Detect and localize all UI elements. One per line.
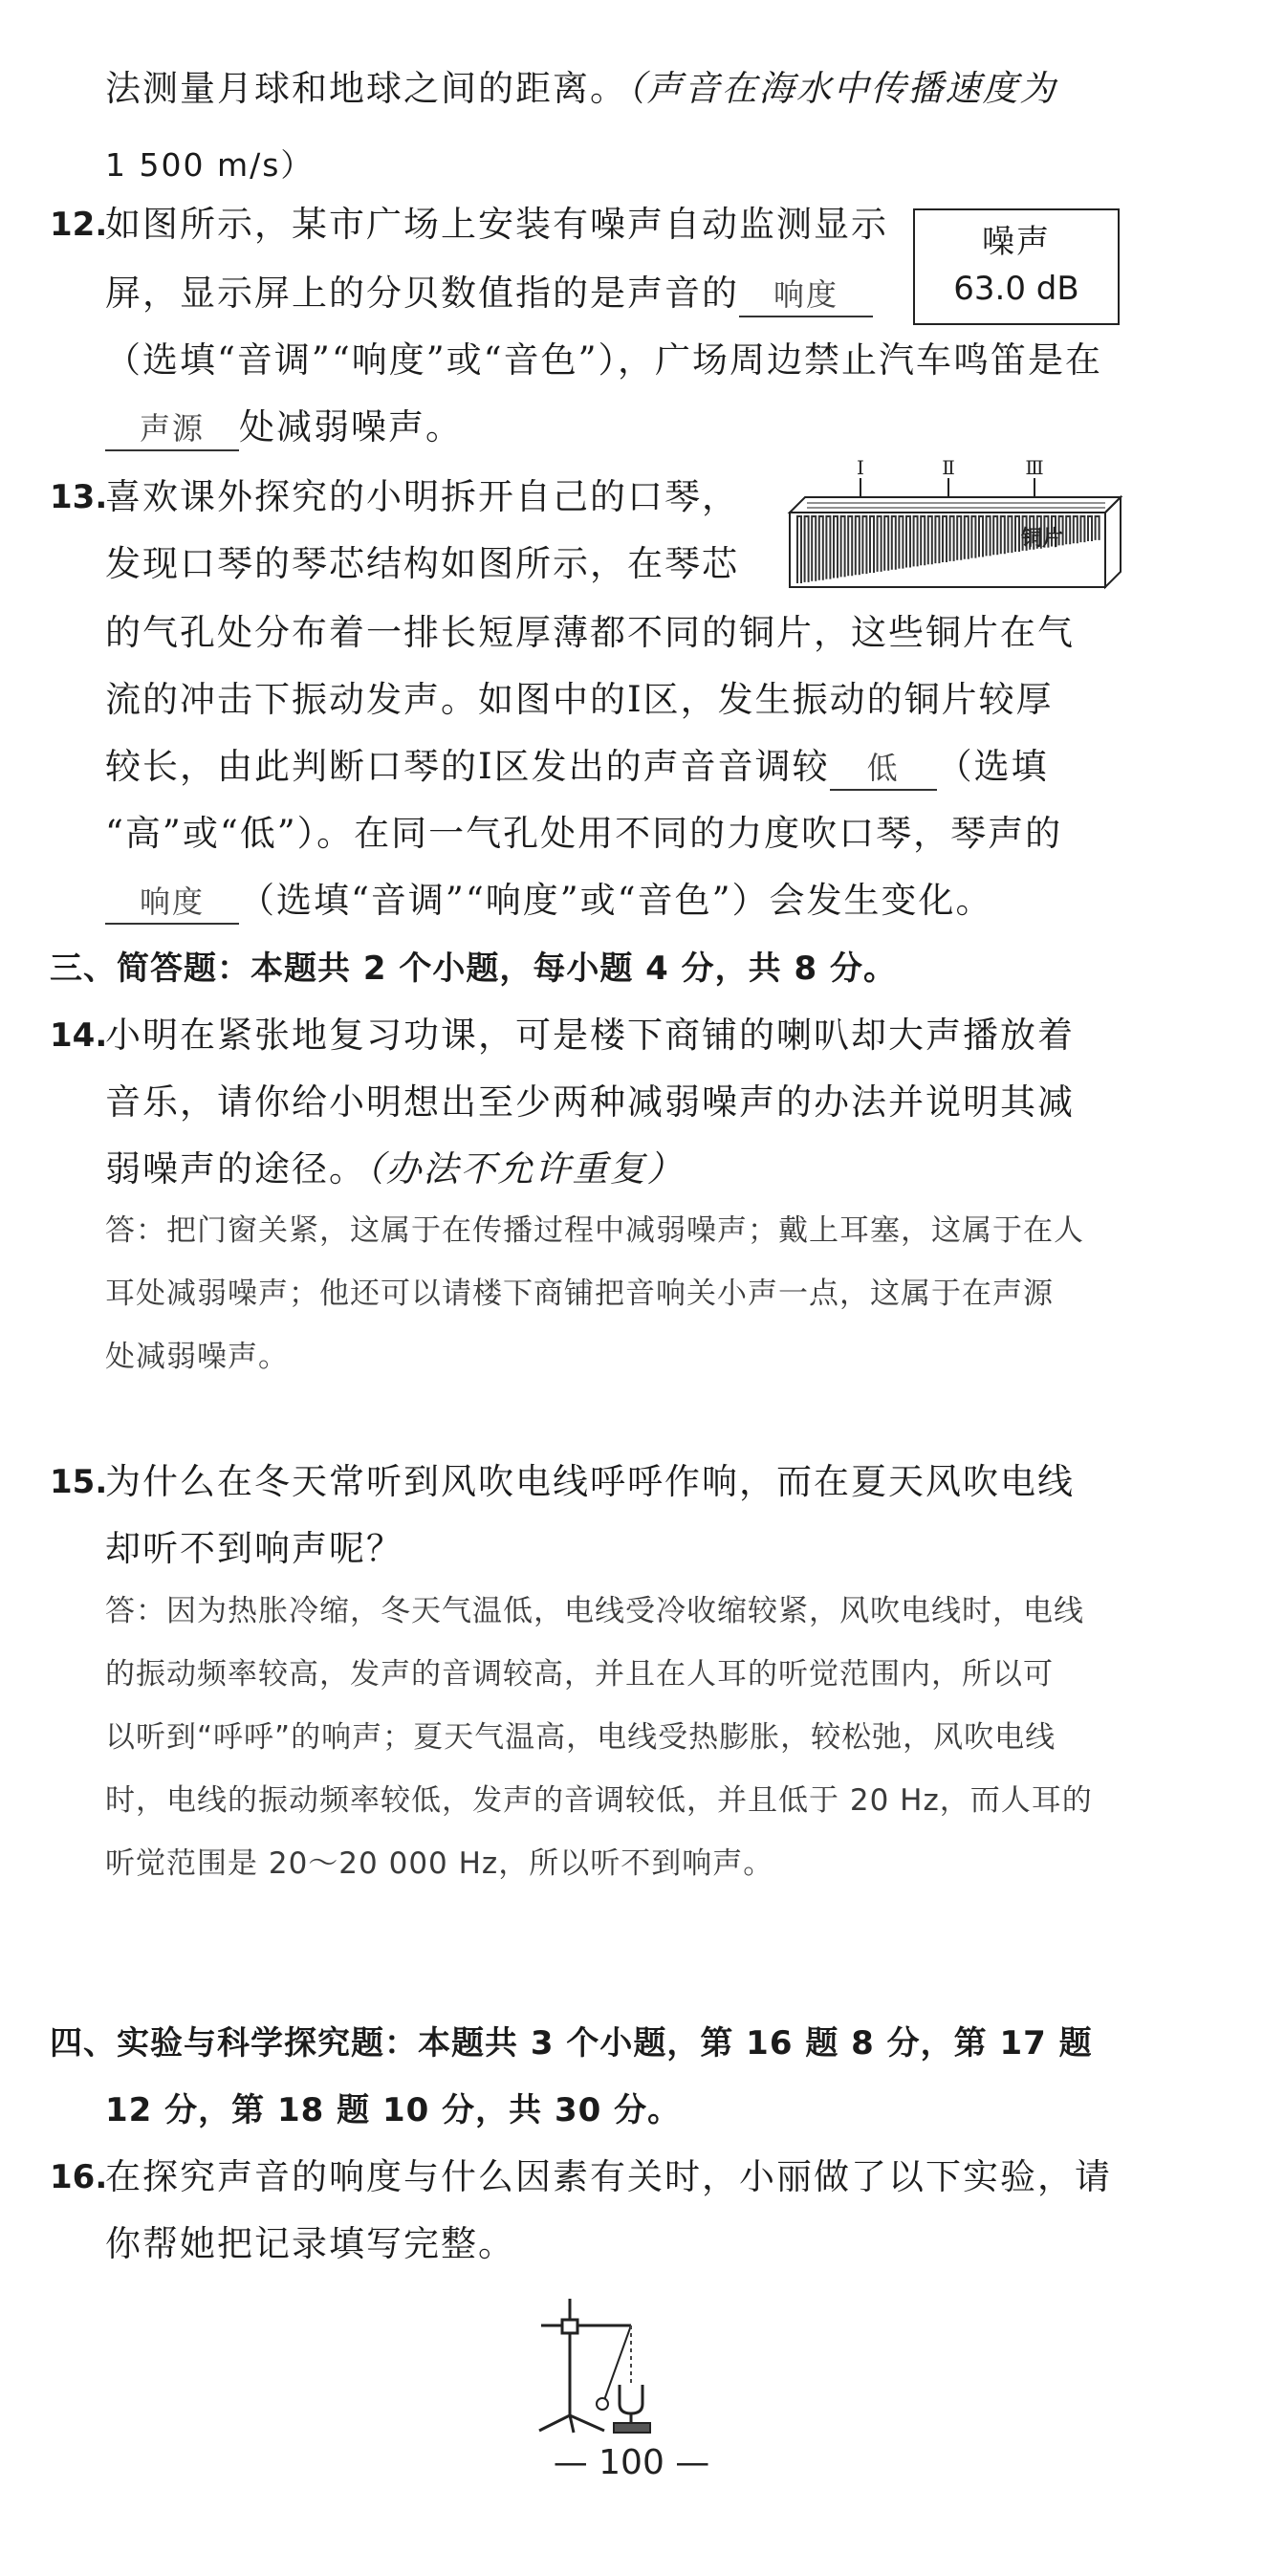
reed-slot — [935, 516, 939, 563]
intro-text: 法测量月球和地球之间的距离。 — [105, 68, 627, 109]
reed-slot — [856, 516, 860, 575]
resonance-box — [614, 2423, 650, 2433]
q12-line-4-text: 处减弱噪声。 — [239, 406, 463, 448]
q13-line-6: “高”或“低”）。在同一气孔处用不同的力度吹口琴，琴声的 — [105, 813, 1063, 854]
reed-slot — [1088, 516, 1092, 541]
q14-line-3-note: （办法不允许重复） — [366, 1148, 685, 1190]
intro-line-1 — [105, 65, 1057, 113]
reed-plate-side — [1105, 497, 1121, 587]
zone-3-label: Ⅲ — [1025, 457, 1044, 479]
ping-pong-ball — [597, 2398, 608, 2410]
reed-slot — [841, 516, 845, 577]
q13-line-7-text: （选填“音调”“响度”或“音色”）会发生变化。 — [239, 880, 993, 921]
reed-slot — [965, 516, 969, 559]
reed-slot — [1066, 516, 1070, 544]
q15-answer-line-4: 时，电线的振动频率较低，发声的音调较低，并且低于 20 Hz，而人耳的 — [105, 1783, 1093, 1818]
reed-slot — [921, 516, 925, 565]
section-4-heading-line-1: 四、实验与科学探究题：本题共 3 个小题，第 16 题 8 分，第 17 题 — [50, 2024, 1093, 2063]
reed-slot — [797, 516, 801, 583]
q12-answer-blank-1: 响度 — [739, 273, 873, 317]
q13-line-3: 的气孔处分布着一排长短厚薄都不同的铜片，这些铜片在气 — [105, 612, 1075, 653]
pendulum-string — [604, 2325, 631, 2400]
reed-slot — [1080, 516, 1084, 542]
q14-line-3 — [105, 1146, 685, 1193]
q14-answer-line-1: 答：把门窗关紧，这属于在传播过程中减弱噪声；戴上耳塞，这属于在人 — [105, 1213, 1084, 1248]
q15-answer-line-3: 以听到“呼呼”的响声；夏天气温高，电线受热膨胀，较松弛，风吹电线 — [105, 1720, 1056, 1755]
reed-slot — [1008, 516, 1012, 553]
q16-line-1: 在探究声音的响度与什么因素有关时，小丽做了以下实验，请 — [105, 2156, 1112, 2197]
reed-slot — [805, 516, 809, 582]
noise-display-title: 噪声 — [982, 223, 1051, 261]
q13-line-1: 喜欢课外探究的小明拆开自己的口琴， — [105, 476, 739, 517]
reed-slot — [848, 516, 852, 576]
section-3-heading: 三、简答题：本题共 2 个小题，每小题 4 分，共 8 分。 — [50, 950, 897, 988]
q13-answer-blank-1: 低 — [830, 747, 937, 791]
zone-1-label: Ⅰ — [857, 457, 864, 479]
q12-answer-blank-2: 声源 — [105, 407, 239, 451]
reed-slot — [892, 516, 896, 570]
q12-line-4 — [105, 404, 463, 451]
q14-line-3-text: 弱噪声的途径。 — [105, 1148, 366, 1190]
question-number-14: 14. — [50, 1016, 108, 1055]
reed-plate-top — [790, 497, 1121, 513]
q14-line-2: 音乐，请你给小明想出至少两种减弱噪声的办法并说明其减 — [105, 1081, 1075, 1123]
reed-slot — [812, 516, 816, 581]
q13-line-5-text: 较长，由此判断口琴的Ⅰ区发出的声音音调较 — [105, 746, 830, 787]
reed-slot — [870, 516, 874, 573]
q12-line-1: 如图所示，某市广场上安装有噪声自动监测显示 — [105, 204, 888, 245]
reed-slot — [979, 516, 983, 557]
q15-answer-line-5: 听觉范围是 20～20 000 Hz，所以听不到响声。 — [105, 1846, 774, 1881]
q14-answer-line-3: 处减弱噪声。 — [105, 1340, 289, 1374]
reed-slot — [906, 516, 910, 568]
q15-line-1: 为什么在冬天常听到风吹电线呼呼作响，而在夏天风吹电线 — [105, 1461, 1075, 1502]
harmonica-reed-figure — [784, 457, 1128, 600]
reed-slot — [826, 516, 830, 579]
stand-leg-left — [539, 2415, 570, 2431]
stand-clamp — [562, 2320, 577, 2333]
reed-slot — [819, 516, 823, 580]
reed-slot — [987, 516, 991, 556]
noise-display-value: 63.0 dB — [953, 270, 1079, 308]
reed-slot — [899, 516, 903, 569]
q15-line-2: 却听不到响声呢？ — [105, 1528, 403, 1569]
q13-line-2: 发现口琴的琴芯结构如图所示，在琴芯 — [105, 543, 739, 584]
tuning-fork — [620, 2385, 642, 2425]
q12-line-2-text: 屏，显示屏上的分贝数值指的是声音的 — [105, 273, 739, 314]
q13-line-7 — [105, 877, 993, 925]
reed-slot — [884, 516, 888, 571]
reed-slot — [1096, 516, 1100, 540]
q13-line-4: 流的冲击下振动发声。如图中的Ⅰ区，发生振动的铜片较厚 — [105, 679, 1054, 720]
noise-display-figure — [913, 208, 1120, 325]
q14-line-1: 小明在紧张地复习功课，可是楼下商铺的喇叭却大声播放着 — [105, 1015, 1075, 1056]
q12-line-2 — [105, 270, 873, 317]
q14-answer-line-2: 耳处减弱噪声；他还可以请楼下商铺把音响关小声一点，这属于在声源 — [105, 1277, 1054, 1311]
question-number-15: 15. — [50, 1463, 108, 1501]
reed-slot — [950, 516, 954, 561]
stand-leg-right — [570, 2415, 604, 2431]
zone-2-label: Ⅱ — [942, 457, 955, 479]
reed-slot — [1074, 516, 1078, 543]
reed-label: 铜片 — [1021, 527, 1064, 551]
reed-slot — [1001, 516, 1005, 554]
intro-line-2: 1 500 m/s） — [105, 146, 315, 184]
question-number-13: 13. — [50, 478, 108, 516]
q13-answer-blank-2: 响度 — [105, 881, 239, 925]
q16-line-2: 你帮她把记录填写完整。 — [105, 2223, 515, 2264]
question-number-12: 12. — [50, 206, 108, 244]
reed-slot — [943, 516, 947, 562]
q13-line-5-tail: （选填 — [936, 746, 1049, 787]
reed-slot — [993, 516, 997, 555]
page-number: — 100 — — [553, 2443, 710, 2482]
q12-line-3: （选填“音调”“响度”或“音色”），广场周边禁止汽车鸣笛是在 — [105, 339, 1102, 381]
reed-slot — [878, 516, 882, 572]
section-4-heading-line-2: 12 分，第 18 题 10 分，共 30 分。 — [105, 2091, 682, 2129]
q15-answer-line-1: 答：因为热胀冷缩，冬天气温低，电线受冷收缩较紧，风吹电线时，电线 — [105, 1594, 1084, 1628]
question-number-16: 16. — [50, 2158, 108, 2196]
reed-slot — [957, 516, 961, 560]
reed-slot — [971, 516, 975, 558]
reed-slot — [914, 516, 918, 566]
reed-slot — [834, 516, 838, 579]
q13-line-5 — [105, 743, 1049, 791]
reed-slot — [1015, 516, 1019, 552]
reed-slot — [862, 516, 866, 574]
tuning-fork-experiment-figure — [524, 2293, 715, 2436]
intro-note: （声音在海水中传播速度为 — [627, 68, 1057, 109]
q15-answer-line-2: 的振动频率较高，发声的音调较高，并且在人耳的听觉范围内，所以可 — [105, 1657, 1054, 1692]
reed-slot — [928, 516, 932, 564]
